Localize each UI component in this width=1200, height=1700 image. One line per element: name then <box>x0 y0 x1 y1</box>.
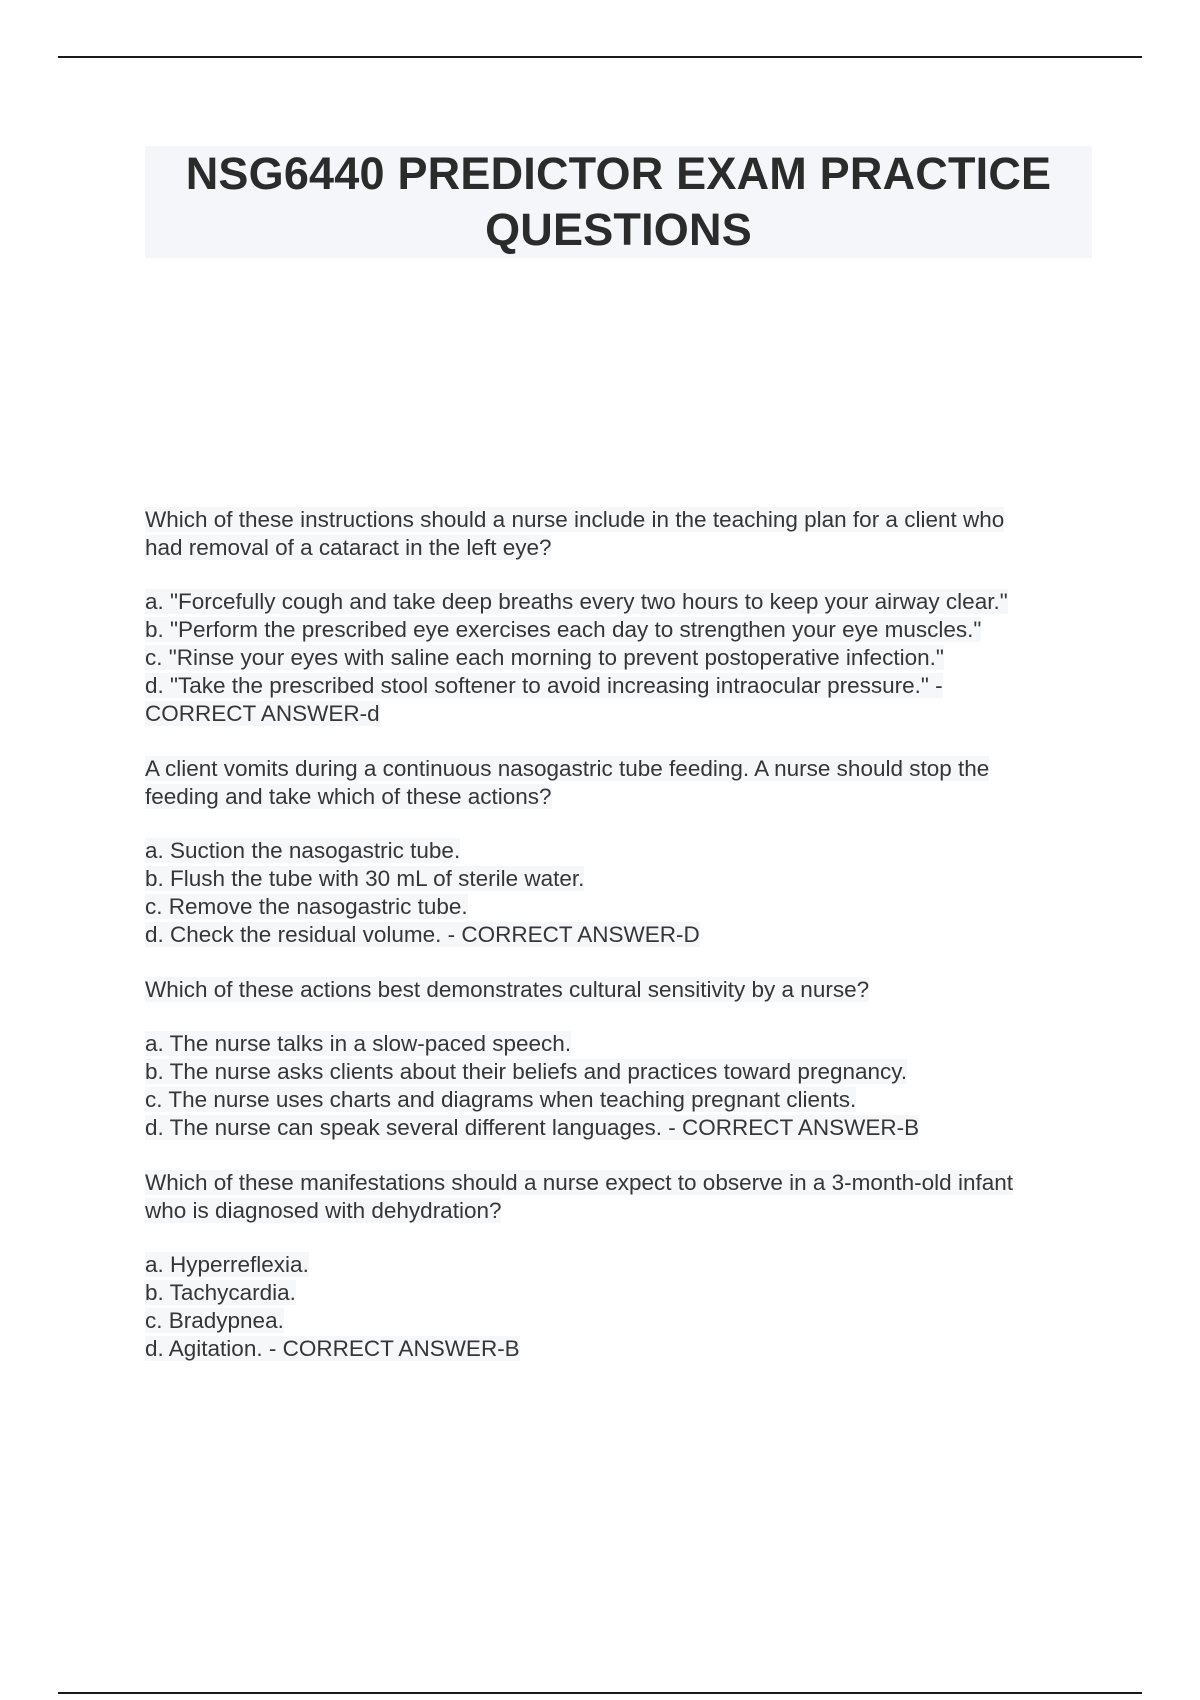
question-3-stem-line-1: Which of these actions best demonstrates cultural sensitivity by a nurse? <box>145 977 870 1002</box>
question-2-option-d: d. Check the residual volume. - CORRECT ANSWER-D <box>145 922 700 947</box>
question-2-stem-line-1: A client vomits during a continuous nasogastric tube feeding. A nurse should stop the <box>145 756 990 781</box>
question-3-option-a: a. The nurse talks in a slow-paced speech. <box>145 1031 572 1056</box>
question-2-option-b: b. Flush the tube with 30 mL of sterile water. <box>145 866 585 891</box>
question-2-option-c: c. Remove the nasogastric tube. <box>145 894 468 919</box>
question-4-option-c: c. Bradypnea. <box>145 1308 284 1333</box>
question-1-stem-line-2: had removal of a cataract in the left eye? <box>145 535 552 560</box>
question-1-option-c: c. "Rinse your eyes with saline each morning to prevent postoperative infection." <box>145 645 944 670</box>
question-3-option-b: b. The nurse asks clients about their beliefs and practices toward pregnancy. <box>145 1059 908 1084</box>
question-1 <box>145 506 1105 728</box>
title-line-1: NSG6440 PREDICTOR EXAM PRACTICE <box>185 148 1052 199</box>
question-4-stem-line-2: who is diagnosed with dehydration? <box>145 1198 502 1223</box>
question-4 <box>145 1169 1105 1363</box>
top-rule <box>58 56 1142 58</box>
question-1-option-d: d. "Take the prescribed stool softener to avoid increasing intraocular pressure." - <box>145 673 943 698</box>
title-line-2: QUESTIONS <box>485 204 752 255</box>
question-4-stem-line-1: Which of these manifestations should a nurse expect to observe in a 3-month-old infant <box>145 1170 1013 1195</box>
title-banner <box>145 146 1092 258</box>
question-4-option-d: d. Agitation. - CORRECT ANSWER-B <box>145 1336 520 1361</box>
question-4-option-b: b. Tachycardia. <box>145 1280 296 1305</box>
question-3-option-c: c. The nurse uses charts and diagrams when teaching pregnant clients. <box>145 1087 857 1112</box>
bottom-rule <box>58 1692 1142 1694</box>
question-4-option-a: a. Hyperreflexia. <box>145 1252 309 1277</box>
question-3-option-d: d. The nurse can speak several different languages. - CORRECT ANSWER-B <box>145 1115 920 1140</box>
question-list <box>145 506 1105 1390</box>
question-2 <box>145 755 1105 949</box>
page-title <box>186 146 1052 258</box>
question-1-stem-line-1: Which of these instructions should a nurse include in the teaching plan for a client who <box>145 507 1005 532</box>
question-2-stem-line-2: feeding and take which of these actions? <box>145 784 552 809</box>
question-1-option-a: a. "Forcefully cough and take deep breaths every two hours to keep your airway clear." <box>145 589 1008 614</box>
question-1-option-b: b. "Perform the prescribed eye exercises each day to strengthen your eye muscles." <box>145 617 982 642</box>
question-2-option-a: a. Suction the nasogastric tube. <box>145 838 461 863</box>
question-1-answer: CORRECT ANSWER-d <box>145 701 380 726</box>
question-3 <box>145 976 1105 1142</box>
